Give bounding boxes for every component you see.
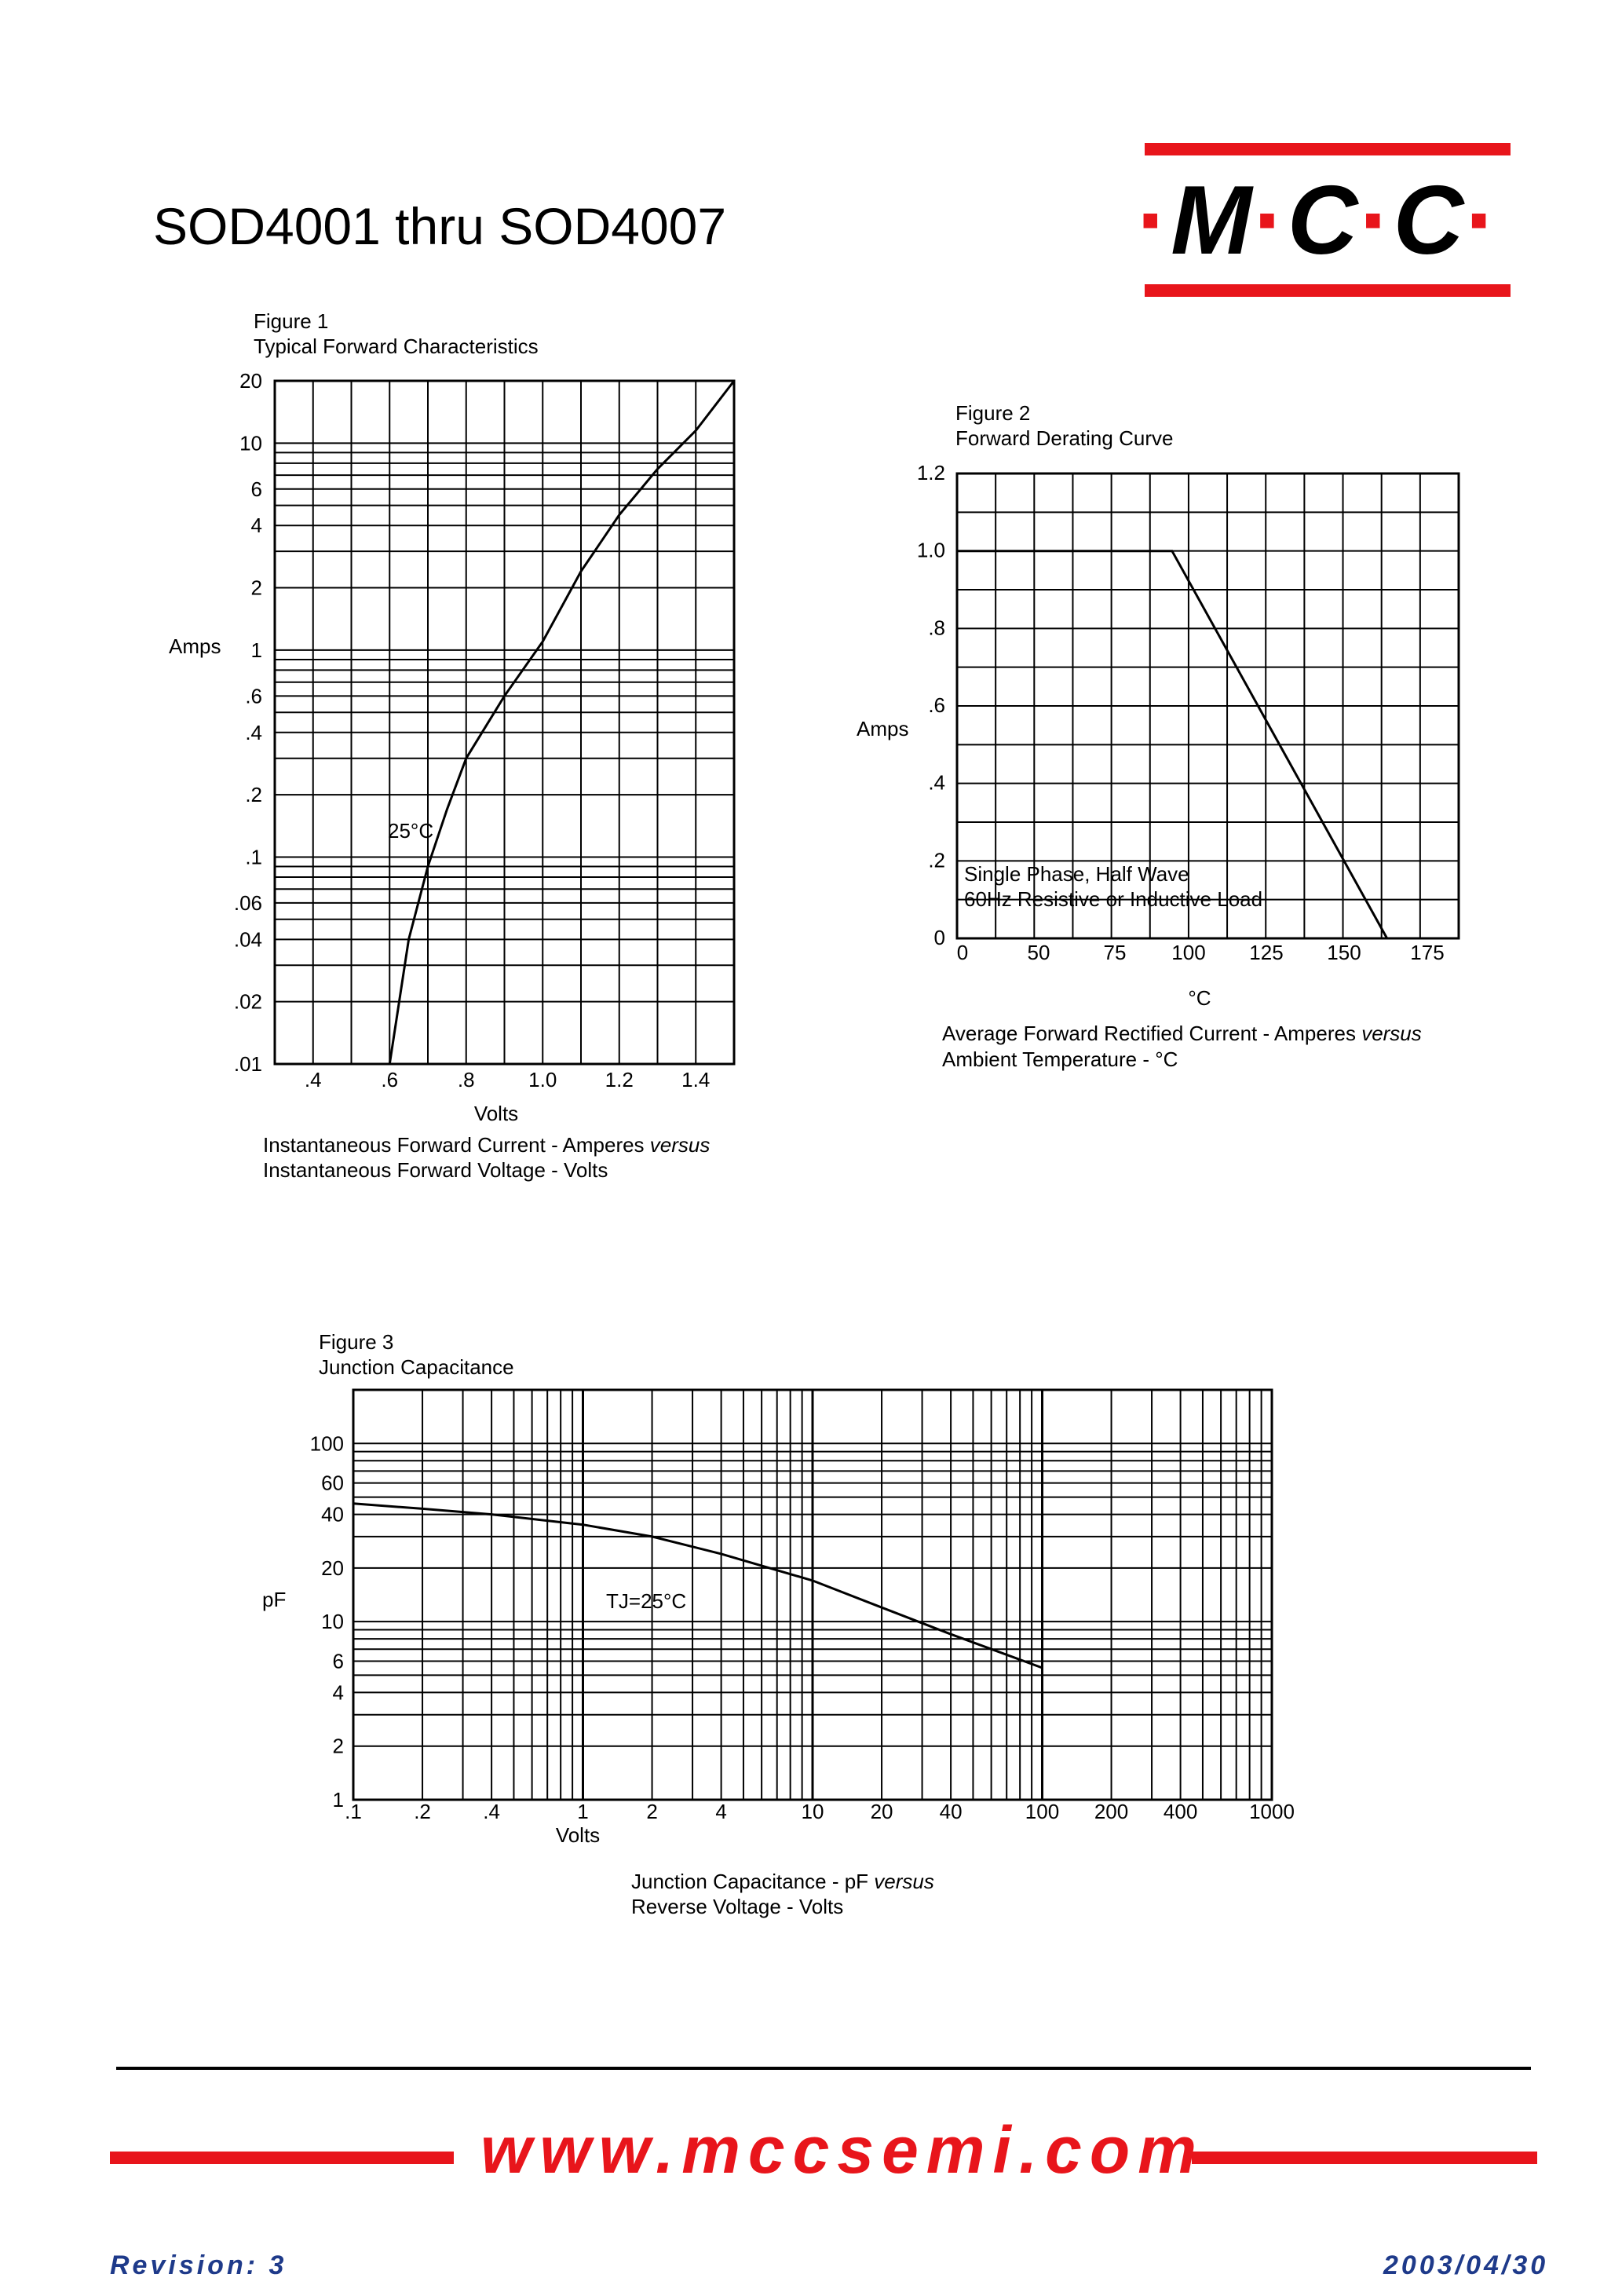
x-tick-label: 100 [1025, 1800, 1060, 1823]
x-tick-label: 100 [1171, 941, 1206, 964]
x-tick-label: 4 [715, 1800, 727, 1823]
y-tick-label: 20 [321, 1556, 344, 1580]
y-tick-label: .4 [245, 720, 262, 744]
figure2-label: Figure 2 [955, 401, 1031, 425]
y-tick-label: 6 [332, 1649, 344, 1673]
series-annotation: TJ=25°C [606, 1589, 687, 1613]
y-tick-label: 10 [239, 431, 262, 455]
x-tick-label: .8 [457, 1068, 475, 1091]
x-tick-label: 125 [1249, 941, 1284, 964]
page-title: SOD4001 thru SOD4007 [153, 197, 727, 255]
series-annotation: 25°C [388, 819, 434, 843]
y-tick-label: 100 [309, 1431, 344, 1456]
figure2-caption: Forward Derating Curve [955, 426, 1174, 450]
y-tick-label: .02 [233, 989, 262, 1014]
series-line-capacitance [353, 1504, 1043, 1668]
figure2-desc-line1: Average Forward Rectified Current - Amperes versus [942, 1022, 1422, 1045]
figure1-desc-line2: Instantaneous Forward Voltage - Volts [263, 1158, 608, 1182]
y-tick-label: 0 [933, 926, 945, 949]
figure1-caption: Typical Forward Characteristics [254, 335, 539, 358]
y-tick-label: 4 [332, 1680, 344, 1705]
figure3-label: Figure 3 [319, 1330, 394, 1354]
y-tick-label: 4 [250, 514, 262, 538]
y-tick-label: 10 [321, 1610, 344, 1634]
chart-note: 60Hz Resistive or Inductive Load [964, 887, 1263, 911]
x-tick-label: 20 [870, 1800, 893, 1823]
y-tick-label: 6 [250, 477, 262, 501]
y-tick-label: 1.2 [916, 461, 945, 484]
y-tick-label: .4 [928, 770, 945, 795]
figure3-desc-line1: Junction Capacitance - pF versus [631, 1870, 934, 1893]
y-tick-label: .04 [233, 927, 262, 952]
y-tick-label: .1 [245, 845, 262, 869]
y-tick-label: .06 [233, 890, 262, 915]
y-tick-label: .2 [928, 848, 945, 872]
x-tick-label: .4 [304, 1068, 322, 1091]
y-tick-label: .6 [245, 684, 262, 708]
figure1-desc-line1: Instantaneous Forward Current - Amperes versus [263, 1133, 711, 1157]
x-tick-label: 2 [646, 1800, 658, 1823]
chart-note: Single Phase, Half Wave [964, 862, 1189, 886]
y-tick-label: .2 [245, 783, 262, 807]
footer-red-line-left [110, 2152, 454, 2164]
y-axis-label: Amps [857, 717, 909, 740]
figure2-desc-line2: Ambient Temperature - °C [942, 1047, 1178, 1071]
revision-label: Revision: 3 [110, 2250, 287, 2280]
mcc-logo: ·M·C·C· [1137, 166, 1500, 275]
x-tick-label: .2 [414, 1800, 431, 1823]
y-tick-label: 2 [332, 1734, 344, 1758]
y-tick-label: .6 [928, 693, 945, 717]
figure3-chart [0, 1296, 1622, 1845]
x-tick-label: 175 [1410, 941, 1445, 964]
y-tick-label: 1 [250, 638, 262, 662]
x-axis-label: Volts [473, 1102, 519, 1125]
x-tick-label: 1.4 [681, 1068, 711, 1091]
y-tick-label: 2 [250, 576, 262, 600]
y-tick-label: 60 [321, 1471, 344, 1495]
website-link[interactable]: www.mccsemi.com [480, 2113, 1204, 2187]
y-tick-label: 40 [321, 1502, 344, 1526]
y-tick-label: 1 [332, 1788, 344, 1812]
y-tick-label: .8 [928, 616, 945, 640]
x-tick-label: .4 [483, 1800, 500, 1823]
x-axis-label: °C [1188, 986, 1211, 1010]
footer-rule [116, 2067, 1531, 2070]
footer-red-line-right [1192, 2152, 1537, 2164]
x-tick-label: 10 [801, 1800, 824, 1823]
figure1-label: Figure 1 [254, 309, 329, 333]
x-tick-label: 1.2 [605, 1068, 634, 1091]
x-tick-label: 1.0 [528, 1068, 557, 1091]
x-tick-label: 75 [1103, 941, 1127, 964]
x-tick-label: 0 [956, 941, 969, 964]
figure3-caption: Junction Capacitance [319, 1355, 514, 1379]
x-tick-label: .6 [381, 1068, 399, 1091]
x-tick-label: 1000 [1249, 1800, 1295, 1823]
x-tick-label: 40 [939, 1800, 963, 1823]
revision-date: 2003/04/30 [1383, 2250, 1549, 2280]
x-tick-label: 1 [577, 1800, 589, 1823]
y-tick-label: .01 [233, 1052, 262, 1076]
y-tick-label: 1.0 [916, 538, 945, 562]
y-axis-label: pF [262, 1588, 287, 1611]
y-tick-label: 20 [239, 369, 262, 393]
x-tick-label: 150 [1327, 941, 1361, 964]
x-axis-label: Volts [555, 1823, 601, 1845]
x-tick-label: 200 [1094, 1800, 1129, 1823]
x-tick-label: 50 [1027, 941, 1050, 964]
x-tick-label: 400 [1163, 1800, 1198, 1823]
y-axis-label: Amps [169, 634, 221, 658]
figure3-desc-line2: Reverse Voltage - Volts [631, 1895, 844, 1918]
series-line-25c [389, 381, 734, 1064]
x-tick-label: .1 [345, 1800, 362, 1823]
